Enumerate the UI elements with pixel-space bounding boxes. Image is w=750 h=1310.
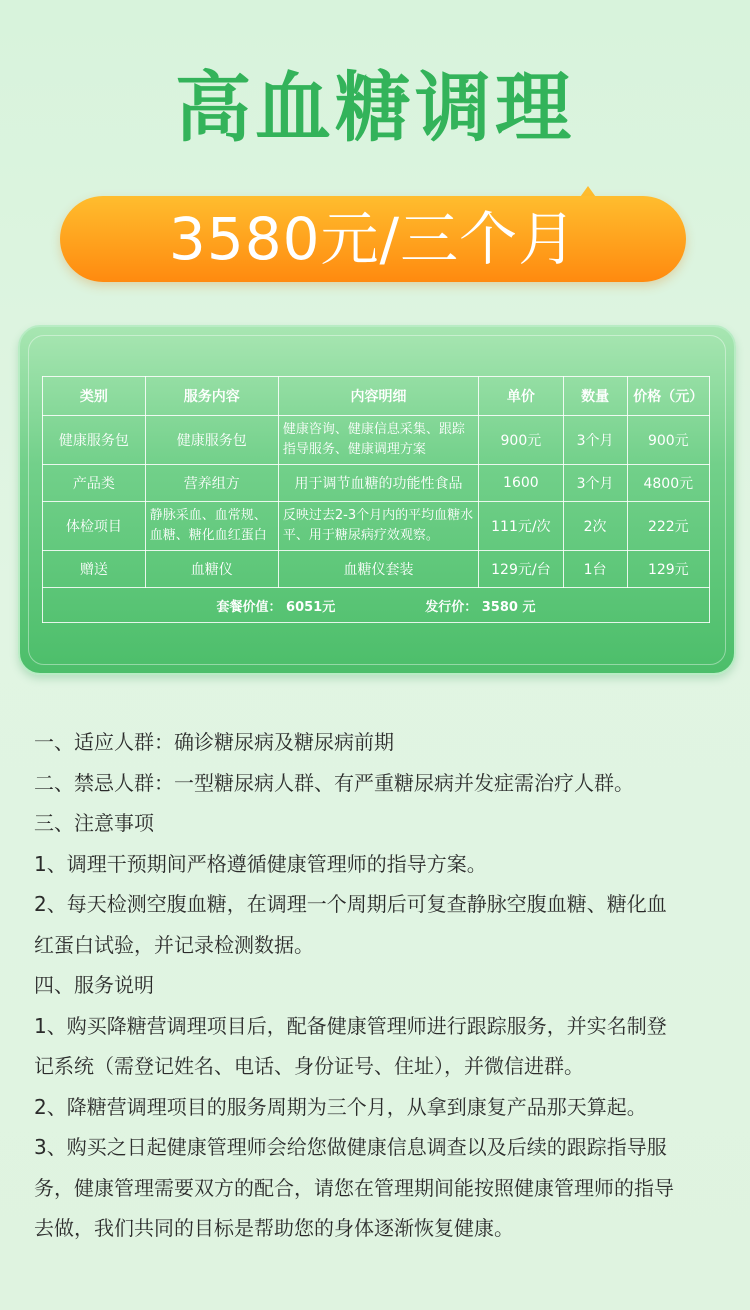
note-line: 务，健康管理需要双方的配合，请您在管理期间能按照健康管理师的指导 (34, 1175, 674, 1200)
header-price: 价格（元） (627, 377, 709, 416)
page-title: 高血糖调理 (175, 63, 575, 152)
notes-section (34, 722, 724, 1249)
header-unit-price: 单价 (479, 377, 563, 416)
cell-service: 血糖仪 (145, 551, 278, 588)
cell-detail: 反映过去2-3个月内的平均血糖水平、用于糖尿病疗效观察。 (278, 502, 478, 551)
note-line: 2、降糖营调理项目的服务周期为三个月，从拿到康复产品那天算起。 (34, 1094, 647, 1119)
cell-price: 900元 (627, 416, 709, 465)
cell-quantity: 3个月 (563, 465, 627, 502)
note-line: 去做，我们共同的目标是帮助您的身体逐渐恢复健康。 (34, 1216, 514, 1240)
cell-category: 健康服务包 (43, 416, 146, 465)
cell-quantity: 2次 (563, 502, 627, 551)
cell-service: 静脉采血、血常规、血糖、糖化血红蛋白 (145, 502, 278, 551)
price-banner (60, 196, 686, 282)
note-line: 二、禁忌人群：一型糖尿病人群、有严重糖尿病并发症需治疗人群。 (34, 770, 634, 795)
cell-category: 体检项目 (43, 502, 146, 551)
total-value: 套餐价值： 6051元 (216, 599, 336, 615)
note-line: 红蛋白试验，并记录检测数据。 (34, 932, 314, 957)
table-row (43, 551, 710, 588)
note-line: 一、适应人群：确诊糖尿病及糖尿病前期 (34, 730, 394, 754)
cell-detail: 健康咨询、健康信息采集、跟踪指导服务、健康调理方案 (278, 416, 478, 465)
header-detail: 内容明细 (278, 377, 478, 416)
table-total-row (43, 588, 710, 623)
header-service: 服务内容 (145, 377, 278, 416)
note-line: 3、购买之日起健康管理师会给您做健康信息调查以及后续的跟踪指导服 (34, 1135, 667, 1159)
note-line: 1、调理干预期间严格遵循健康管理师的指导方案。 (34, 851, 487, 876)
cell-detail: 血糖仪套装 (278, 551, 478, 588)
header-category: 类别 (43, 377, 146, 416)
cell-service: 健康服务包 (145, 416, 278, 465)
cell-price: 129元 (627, 551, 709, 588)
cell-category: 赠送 (43, 551, 146, 588)
note-line: 四、服务说明 (34, 973, 154, 997)
note-line: 三、注意事项 (34, 811, 154, 835)
cell-detail: 用于调节血糖的功能性食品 (278, 465, 478, 502)
release-price: 发行价： 3580 元 (425, 599, 536, 615)
note-line: 记系统（需登记姓名、电话、身份证号、住址），并微信进群。 (34, 1054, 584, 1078)
table-row (43, 416, 710, 465)
note-line: 2、每天检测空腹血糖，在调理一个周期后可复查静脉空腹血糖、糖化血 (34, 892, 667, 916)
cell-unit-price: 1600 (479, 465, 563, 502)
cell-quantity: 3个月 (563, 416, 627, 465)
note-line: 1、购买降糖营调理项目后，配备健康管理师进行跟踪服务，并实名制登 (34, 1013, 667, 1038)
table-header-row (43, 377, 710, 416)
table-row (43, 502, 710, 551)
cell-service: 营养组方 (145, 465, 278, 502)
cell-price: 4800元 (627, 465, 709, 502)
package-table (42, 376, 710, 623)
cell-price: 222元 (627, 502, 709, 551)
cell-category: 产品类 (43, 465, 146, 502)
cell-quantity: 1台 (563, 551, 627, 588)
total-cell (43, 588, 710, 623)
header-quantity: 数量 (563, 377, 627, 416)
table-row (43, 465, 710, 502)
cell-unit-price: 129元/台 (479, 551, 563, 588)
price-text: 3580元/三个月 (168, 205, 578, 273)
cell-unit-price: 111元/次 (479, 502, 563, 551)
cell-unit-price: 900元 (479, 416, 563, 465)
